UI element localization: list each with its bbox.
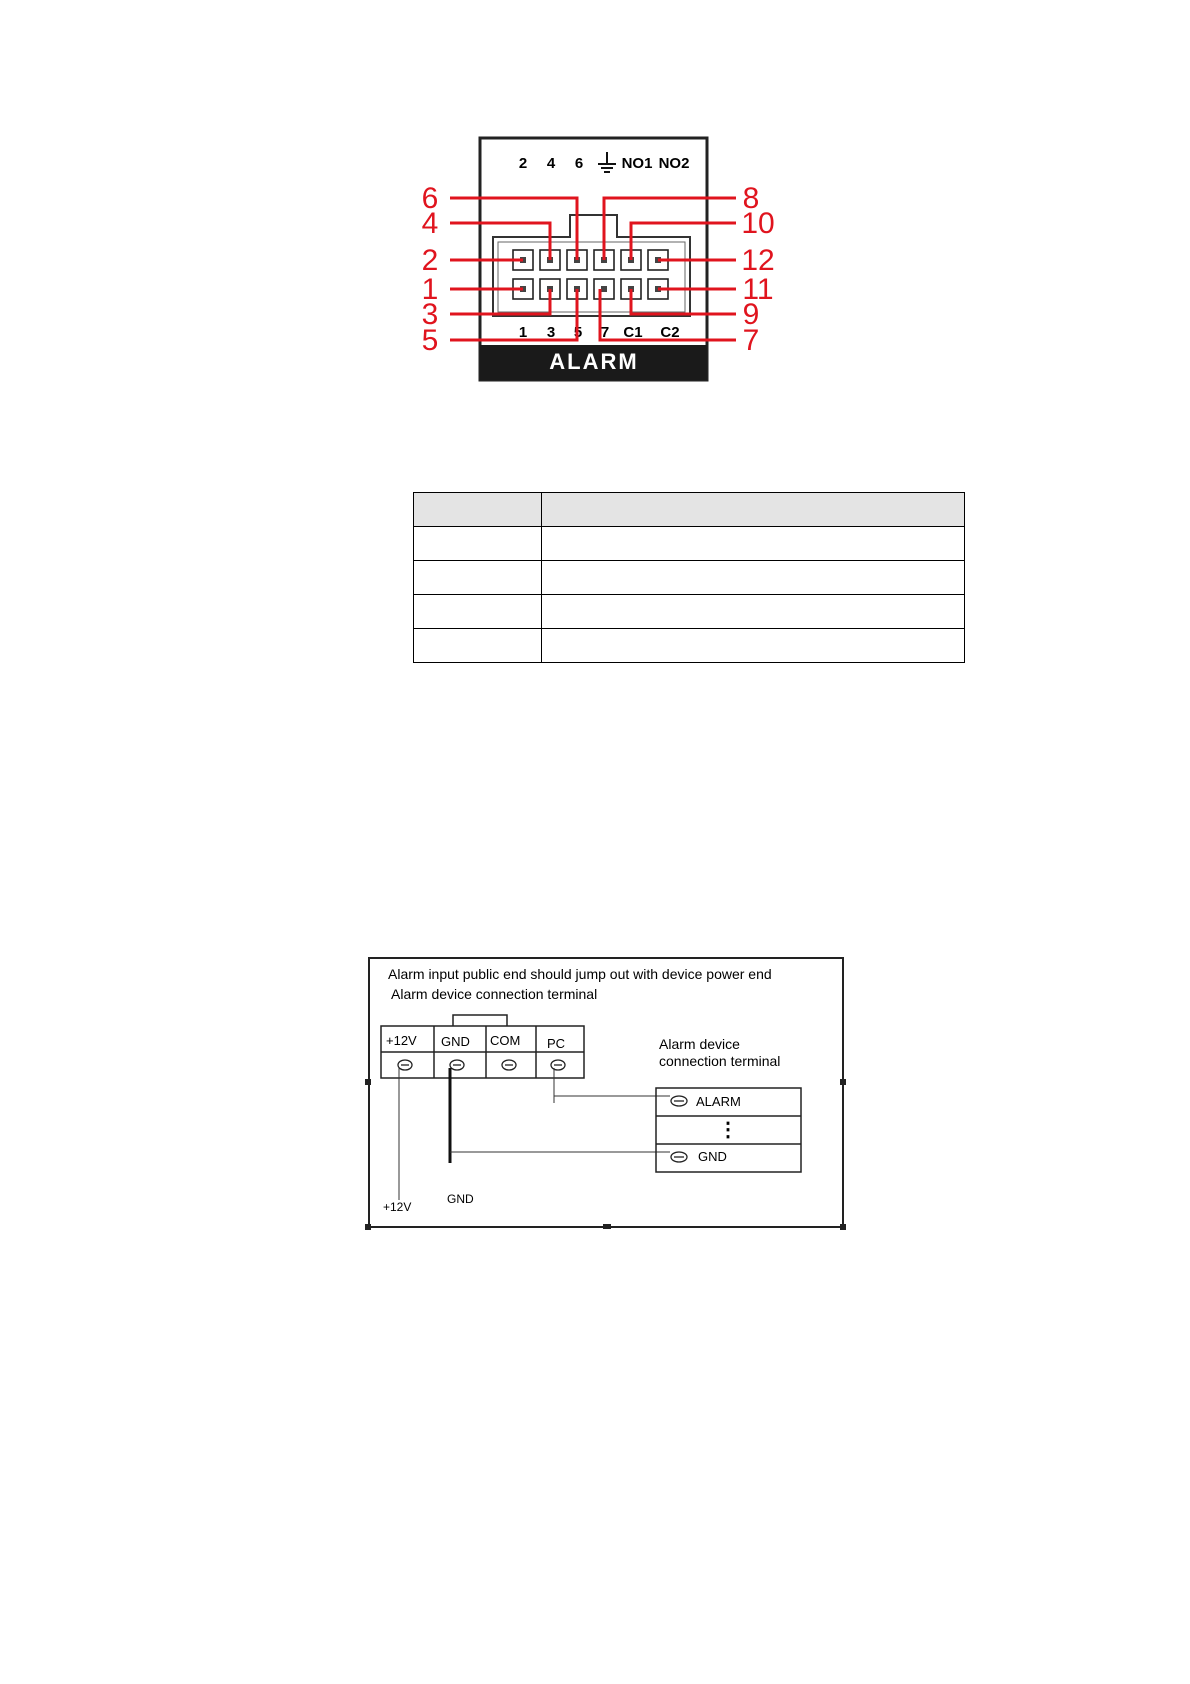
bottom-label-c2: C2 [660,324,680,341]
bottom-label-7: 7 [600,324,610,341]
table-header-cell [542,493,965,527]
bottom-label-c1: C1 [623,324,643,341]
table-row [414,629,965,663]
alarm-wiring-diagram [0,940,1190,1240]
callout-11: 11 [742,273,774,306]
callout-6: 6 [421,182,439,215]
table-header-cell [414,493,542,527]
alarm-connector-diagram [0,0,1190,400]
device-terminal-label: Alarm device [659,1036,740,1052]
top-label-2: 2 [518,155,528,172]
table-cell [542,629,965,663]
callout-7: 7 [742,324,760,357]
wiring-note: Alarm input public end should jump out with device power end [388,966,772,982]
terminal-label-12v: +12V [386,1033,417,1048]
table-cell [414,595,542,629]
callout-8: 8 [742,182,760,215]
table-cell [414,527,542,561]
table-cell [542,527,965,561]
table-header-row [414,493,965,527]
device-terminal-label-2: connection terminal [659,1053,781,1069]
top-label-4: 4 [546,155,556,172]
pin-description-table [413,492,965,663]
top-label-no2: NO2 [658,155,690,172]
device-pin-gnd: GND [698,1149,727,1164]
bottom-label-3: 3 [546,324,556,341]
table-row [414,527,965,561]
terminal-label-com: COM [490,1033,521,1048]
device-pin-alarm: ALARM [696,1094,741,1109]
device-ellipsis: ⋮ [718,1119,738,1141]
callout-10: 10 [741,207,775,240]
top-label-6: 6 [574,155,584,172]
callout-2: 2 [421,244,439,277]
terminal-label-pc: PC [547,1036,566,1051]
callout-12: 12 [741,244,775,277]
table-row [414,595,965,629]
terminal-label-gnd: GND [441,1034,470,1049]
callout-5: 5 [421,324,439,357]
callout-1: 1 [421,273,439,306]
terminal-heading: Alarm device connection terminal [391,986,598,1002]
alarm-label: ALARM [549,349,639,374]
table-cell [414,561,542,595]
callout-3: 3 [421,298,439,331]
table-cell [414,629,542,663]
bottom-label-gnd: GND [447,1192,474,1206]
bottom-label-5: 5 [573,324,583,341]
callout-4: 4 [421,207,439,240]
table-cell [542,595,965,629]
top-label-no1: NO1 [621,155,653,172]
table-cell [542,561,965,595]
bottom-label-12v: +12V [383,1200,412,1214]
bottom-label-1: 1 [518,324,528,341]
table-row [414,561,965,595]
callout-9: 9 [742,298,760,331]
